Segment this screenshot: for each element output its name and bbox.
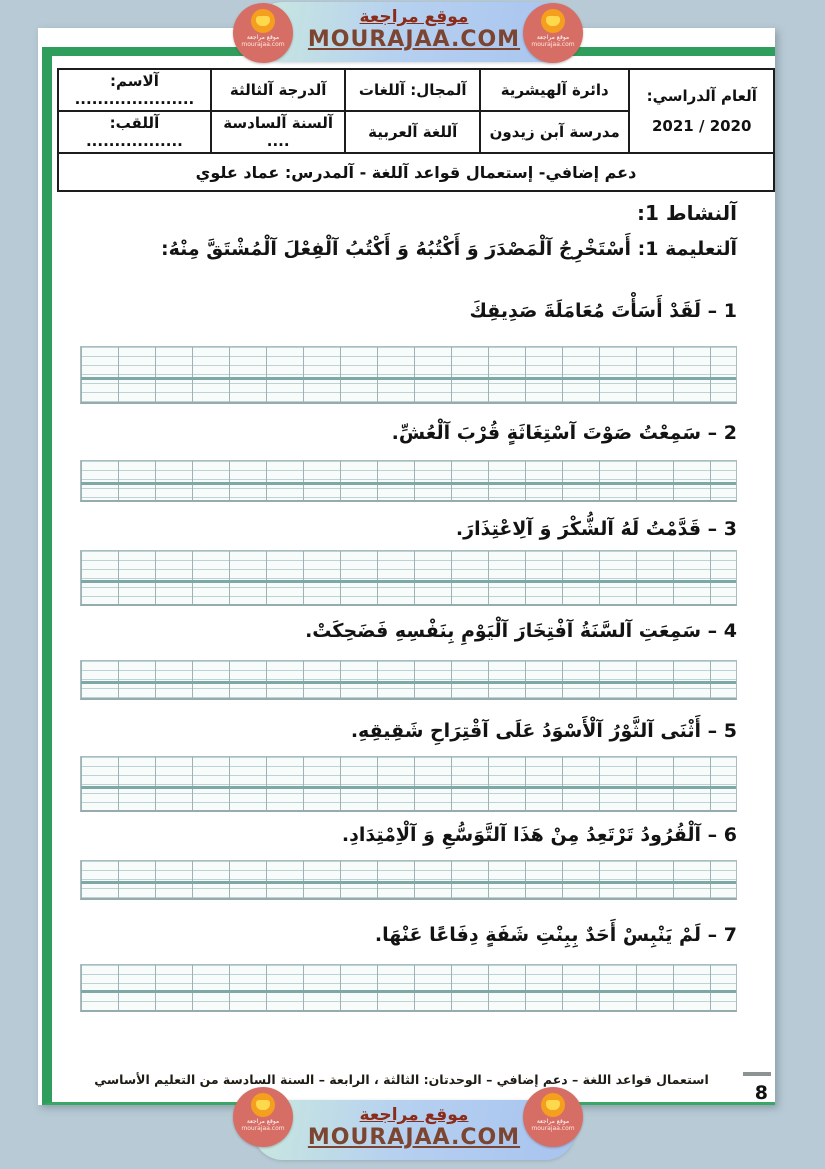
sentence-text: 5 – أَثْنَى آلثَّوْرُ آلْأَسْوَدُ عَلَى آقْتِرَاحِ شَقِيقِهِ. bbox=[350, 720, 737, 742]
badge-text-arabic: موقع مراجعة bbox=[246, 1118, 280, 1125]
table-row bbox=[58, 153, 774, 191]
site-domain: MOURAJAA.COM bbox=[307, 27, 521, 52]
exercise-item bbox=[80, 716, 737, 812]
year-level-cell: آلسنة آلسادسة .... bbox=[211, 111, 346, 153]
sentence-text: 6 – آلْقُرُودُ تَرْتَعِدُ مِنْ هَذَا آلتَّوَسُّعِ وَ آلْاِمْتِدَادِ. bbox=[341, 824, 737, 846]
site-logo-badge bbox=[523, 3, 583, 63]
sentence-text: 1 – لَقَدْ أَسَأْتَ مُعَامَلَةَ صَدِيقِكَ bbox=[469, 300, 737, 322]
site-logo-badge bbox=[523, 1087, 583, 1147]
instruction-text: آلتعليمة 1: أَسْتَخْرِجُ آلْمَصْدَرَ وَ أَكْتُبُهُ وَ أَكْتُبُ آلْفِعْلَ آلْمُشْتَقَّ مِنْهُ: bbox=[161, 238, 737, 260]
worksheet-page bbox=[38, 28, 775, 1105]
book-logo-icon bbox=[541, 1093, 565, 1117]
exercise-item bbox=[80, 820, 737, 900]
site-name-arabic: موقع مراجعة bbox=[359, 1105, 469, 1125]
exercise-item bbox=[80, 514, 737, 606]
writing-lines bbox=[80, 964, 737, 1012]
field-cell: آلمجال: آللغات bbox=[345, 69, 480, 111]
badge-text-arabic: موقع مراجعة bbox=[536, 34, 570, 41]
worksheet-subtitle: دعم إضافي- إستعمال قواعد آللغة - آلمدرس: عماد علوي bbox=[58, 153, 774, 191]
writing-lines bbox=[80, 756, 737, 812]
writing-lines bbox=[80, 460, 737, 502]
book-logo-icon bbox=[251, 1093, 275, 1117]
district-cell: دائرة آلهيشرية bbox=[480, 69, 629, 111]
site-logo-badge bbox=[233, 1087, 293, 1147]
school-cell: مدرسة آبن زيدون bbox=[480, 111, 629, 153]
badge-text-domain: mourajaa.com bbox=[531, 41, 575, 48]
site-logo-badge bbox=[233, 3, 293, 63]
table-row bbox=[58, 69, 774, 111]
exercise-content bbox=[38, 174, 775, 1012]
site-domain: MOURAJAA.COM bbox=[307, 1125, 521, 1150]
writing-lines bbox=[80, 346, 737, 404]
book-logo-icon bbox=[251, 9, 275, 33]
badge-text-arabic: موقع مراجعة bbox=[536, 1118, 570, 1125]
exercise-item bbox=[80, 296, 737, 404]
badge-text-arabic: موقع مراجعة bbox=[246, 34, 280, 41]
site-name-arabic: موقع مراجعة bbox=[359, 7, 469, 27]
sentence-text: 2 – سَمِعْتُ صَوْتَ آسْتِغَاثَةٍ قُرْبَ آلْعُشِّ. bbox=[391, 422, 737, 444]
grade-cell: آلدرجة آلثالثة bbox=[211, 69, 346, 111]
book-logo-icon bbox=[541, 9, 565, 33]
writing-lines bbox=[80, 550, 737, 606]
subject-cell: آللغة آلعربية bbox=[345, 111, 480, 153]
exercise-item bbox=[80, 616, 737, 700]
header-table bbox=[57, 68, 775, 192]
page-number-dash bbox=[743, 1072, 771, 1076]
school-year-value: 2020 / 2021 bbox=[652, 117, 752, 135]
badge-text-domain: mourajaa.com bbox=[531, 1125, 575, 1132]
first-name-cell: آلاسم: ..................... bbox=[58, 69, 211, 111]
badge-text-domain: mourajaa.com bbox=[241, 1125, 285, 1132]
sentence-text: 4 – سَمِعَتِ آلسَّنَةُ آفْتِخَارَ آلْيَوْمِ بِنَفْسِهِ فَضَحِكَتْ. bbox=[305, 620, 737, 642]
sentence-text: 7 – لَمْ يَنْبِسْ أَحَدٌ بِبِنْتِ شَفَةٍ دِفَاعًا عَنْهَا. bbox=[374, 924, 737, 946]
writing-lines bbox=[80, 860, 737, 900]
exercise-item bbox=[80, 920, 737, 1012]
last-name-cell: آللقب: ................. bbox=[58, 111, 211, 153]
sentence-text: 3 – قَدَّمْتُ لَهُ آلشُّكْرَ وَ آلِاعْتِذَارَ. bbox=[455, 518, 737, 540]
exercise-item bbox=[80, 418, 737, 502]
footer-reference: استعمال قواعد اللغة – دعم إضافي – الوحدتان: الثالثة ، الرابعة – السنة السادسة من التعليم الأساسي bbox=[94, 1072, 709, 1087]
school-year-cell bbox=[629, 69, 774, 153]
page-number: 8 bbox=[754, 1082, 768, 1104]
badge-text-domain: mourajaa.com bbox=[241, 41, 285, 48]
activity-title: آلنشاط 1: bbox=[636, 201, 737, 225]
writing-lines bbox=[80, 660, 737, 700]
school-year-label: آلعام آلدراسي: bbox=[646, 87, 757, 105]
